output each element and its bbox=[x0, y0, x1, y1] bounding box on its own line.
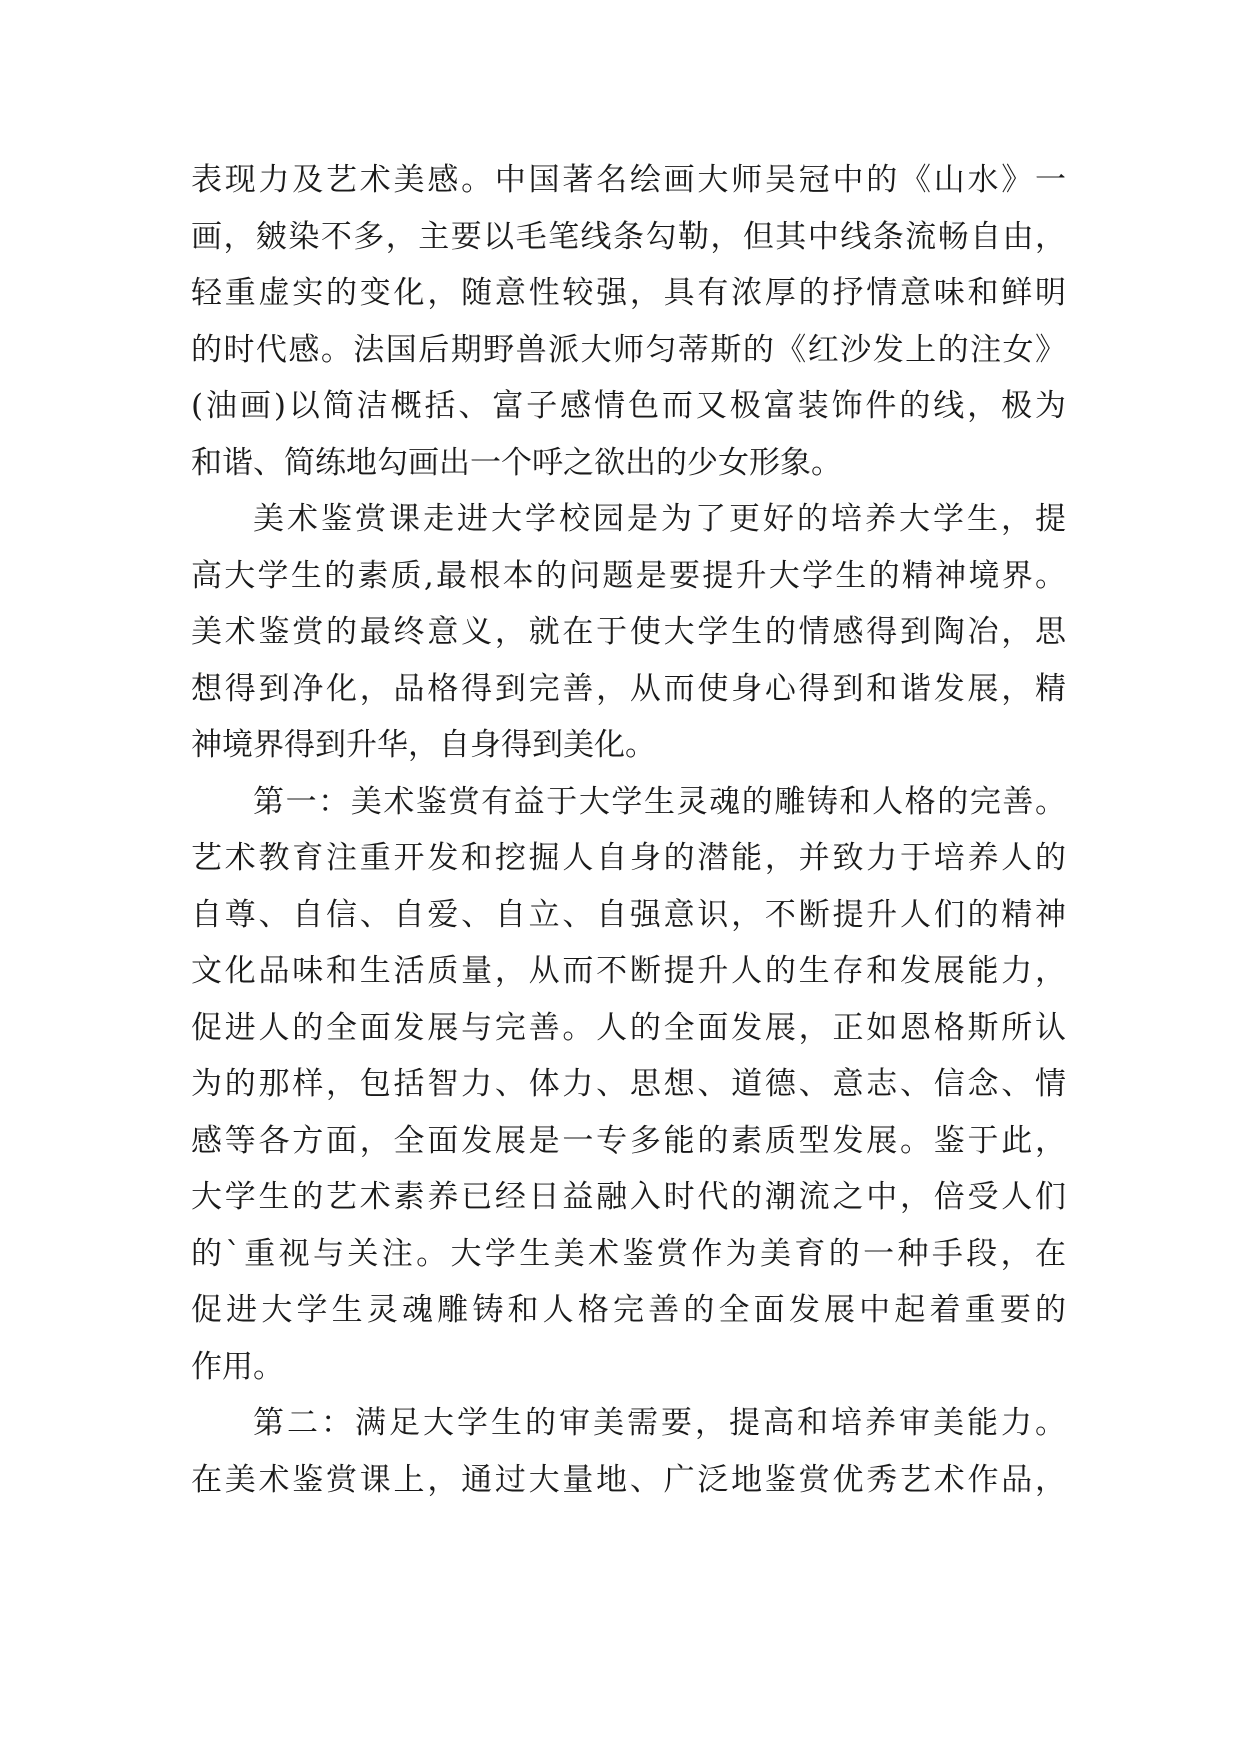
text-line: 自尊、自信、自爱、自立、自强意识，不断提升人们的精神 bbox=[191, 896, 1066, 933]
text-line: 艺术教育注重开发和挖掘人自身的潜能，并致力于培养人的 bbox=[191, 840, 1066, 876]
text-line: 促进大学生灵魂雕铸和人格完善的全面发展中起着重要的 bbox=[191, 1292, 1066, 1328]
text-line: 画，皴染不多，主要以毛笔线条勾勒，但其中线条流畅自由， bbox=[191, 218, 1066, 255]
text-line: 第二：满足大学生的审美需要，提高和培养审美能力。 bbox=[253, 1405, 1066, 1441]
text-line: 大学生的艺术素养已经日益融入时代的潮流之中，倍受人们 bbox=[191, 1179, 1066, 1215]
text-line: 为的那样，包括智力、体力、思想、道德、意志、信念、情 bbox=[191, 1066, 1066, 1102]
paragraph-4 bbox=[191, 1395, 1066, 1508]
text-line: 促进人的全面发展与完善。人的全面发展，正如恩格斯所认 bbox=[191, 1009, 1066, 1046]
text-line: (油画)以简洁概括、富子感情色而又极富装饰件的线，极为 bbox=[191, 388, 1066, 424]
text-line: 的时代感。法国后期野兽派大师匀蒂斯的《红沙发上的注女》 bbox=[191, 331, 1066, 368]
paragraph-3 bbox=[191, 774, 1066, 1396]
document-body bbox=[191, 152, 1066, 1508]
text-line: 神境界得到升华，自身得到美化。 bbox=[191, 727, 656, 763]
paragraph-2 bbox=[191, 491, 1066, 774]
text-line: 在美术鉴赏课上，通过大量地、广泛地鉴赏优秀艺术作品， bbox=[191, 1461, 1066, 1498]
text-line: 和谐、简练地勾画出一个呼之欲出的少女形象。 bbox=[191, 444, 842, 481]
text-line: 第一：美术鉴赏有益于大学生灵魂的雕铸和人格的完善。 bbox=[253, 783, 1066, 820]
text-line: 文化品味和生活质量，从而不断提升人的生存和发展能力， bbox=[191, 953, 1066, 989]
text-line: 的`重视与关注。大学生美术鉴赏作为美育的一种手段，在 bbox=[191, 1235, 1066, 1272]
text-line: 轻重虚实的变化，随意性较强，具有浓厚的抒情意味和鲜明 bbox=[191, 275, 1066, 311]
text-line: 美术鉴赏课走进大学校园是为了更好的培养大学生，提 bbox=[253, 501, 1066, 537]
paragraph-1 bbox=[191, 152, 1066, 491]
text-line: 表现力及艺术美感。中国著名绘画大师吴冠中的《山水》一 bbox=[191, 162, 1066, 198]
text-line: 作用。 bbox=[191, 1348, 284, 1385]
text-line: 感等各方面，全面发展是一专多能的素质型发展。鉴于此， bbox=[191, 1122, 1066, 1159]
text-line: 想得到净化，品格得到完善，从而使身心得到和谐发展，精 bbox=[191, 670, 1066, 707]
text-line: 高大学生的素质,最根本的问题是要提升大学生的精神境界。 bbox=[191, 557, 1066, 594]
text-line: 美术鉴赏的最终意义，就在于使大学生的情感得到陶冶，思 bbox=[191, 614, 1066, 650]
